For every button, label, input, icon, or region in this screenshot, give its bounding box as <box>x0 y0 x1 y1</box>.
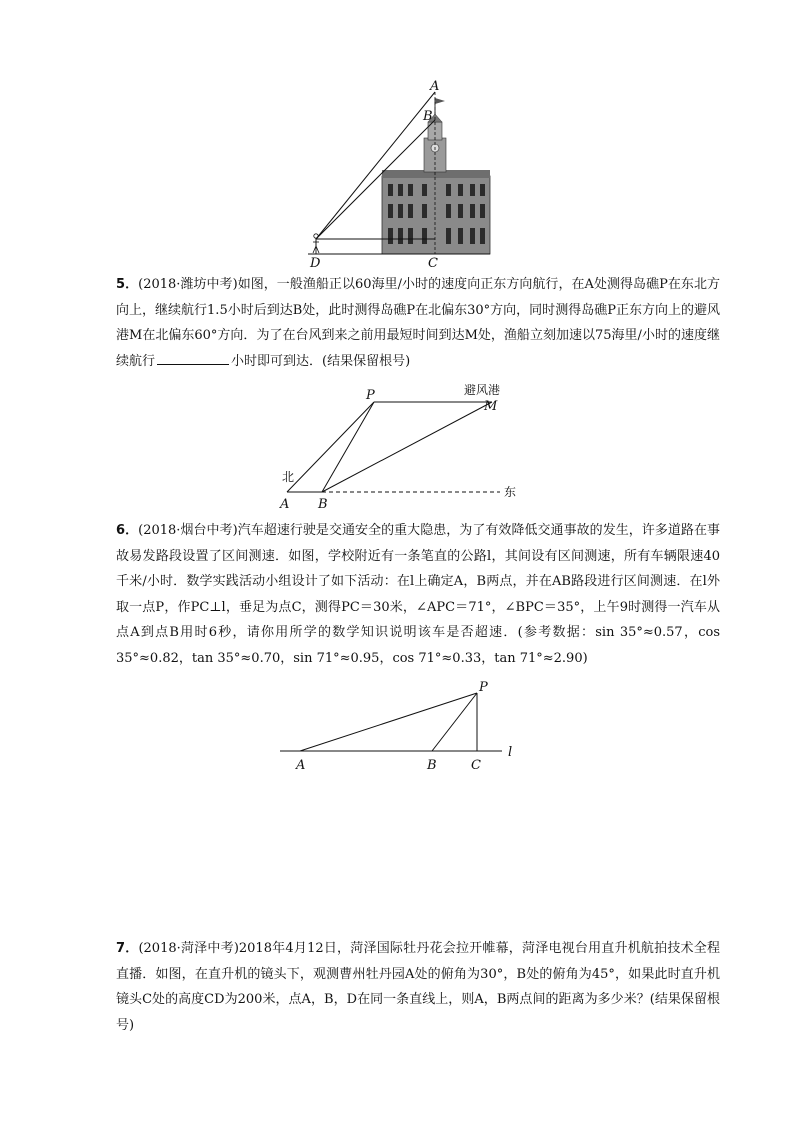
label-D: D <box>310 256 321 268</box>
label-P: P <box>479 680 488 695</box>
label-A: A <box>296 758 306 773</box>
problem-5-number: 5． <box>116 277 139 292</box>
problem-7 <box>116 936 720 1038</box>
problem-5-text: 如图，一般渔船正以60海里/小时的速度向正东方向航行，在A处测得岛礁P在东北方向上，继续航行1.5小时后到达B处，此时测得岛礁P在北偏东30°方向，同时测得岛礁P正东方向上的避风港M在北偏东60°方向．为了在台风到来之前用最短时间到达M处，渔船立刻加速以75海里/小时的速度继续航行 <box>116 277 720 369</box>
label-B: B <box>318 497 328 512</box>
label-B: B <box>423 109 433 124</box>
label-l: l <box>508 745 513 760</box>
problem-7-source: (2018·菏泽中考) <box>138 941 239 956</box>
problem-7-number: 7． <box>116 941 139 956</box>
road-figure <box>272 676 532 776</box>
problem-7-text: 2018年4月12日，菏泽国际牡丹花会拉开帷幕，菏泽电视台用直升机航拍技术全程直播．如图，在直升机的镜头下，观测曹州牡丹园A处的俯角为30°，B处的俯角为45°，如果此时直升机镜头C处的高度CD为200米，点A，B，D在同一条直线上，则A，B两点间的距离为多少米？(结果保留根号) <box>116 941 720 1033</box>
label-M: M <box>484 399 498 414</box>
label-B: B <box>427 758 437 773</box>
label-east: 东 <box>504 485 517 499</box>
problem-6-source: (2018·烟台中考) <box>138 523 238 538</box>
label-A: A <box>430 79 440 94</box>
problem-5 <box>116 272 720 374</box>
label-C: C <box>471 758 481 773</box>
building-illustration <box>382 98 490 254</box>
problem-6-text: 汽车超速行驶是交通安全的重大隐患，为了有效降低交通事故的发生，许多道路在事故易发路段设置了区间测速．如图，学校附近有一条笔直的公路l，其间设有区间测速，所有车辆限速40千米/小时．数学实践活动小组设计了如下活动：在l上确定A，B两点，并在AB路段进行区间测速．在l外取一点P，作PC⊥l，垂足为点C，测得PC＝30米，∠APC＝71°，∠BPC＝35°，上午9时测得一汽车从点A到点B用时6秒，请你用所学的数学知识说明该车是否超速．(参考数据：sin 35°≈0.57，cos 35°≈0.82，tan 35°≈0.70，sin 71°≈0.95，cos 71°≈0.33，tan 71°≈2.90) <box>116 523 720 666</box>
label-A: A <box>280 497 290 512</box>
building-figure <box>300 78 500 268</box>
problem-5-text-end: 小时即可到达．(结果保留根号) <box>231 353 411 369</box>
problem-5-source: (2018·潍坊中考) <box>138 277 238 292</box>
label-P: P <box>366 388 375 403</box>
problem-6-number: 6． <box>116 523 139 538</box>
harbor-figure <box>272 380 532 515</box>
answer-blank[interactable] <box>157 350 229 365</box>
label-north: 北 <box>282 470 295 484</box>
problem-6 <box>116 518 720 671</box>
label-C: C <box>428 256 438 268</box>
label-harbor: 避风港 <box>464 383 501 397</box>
